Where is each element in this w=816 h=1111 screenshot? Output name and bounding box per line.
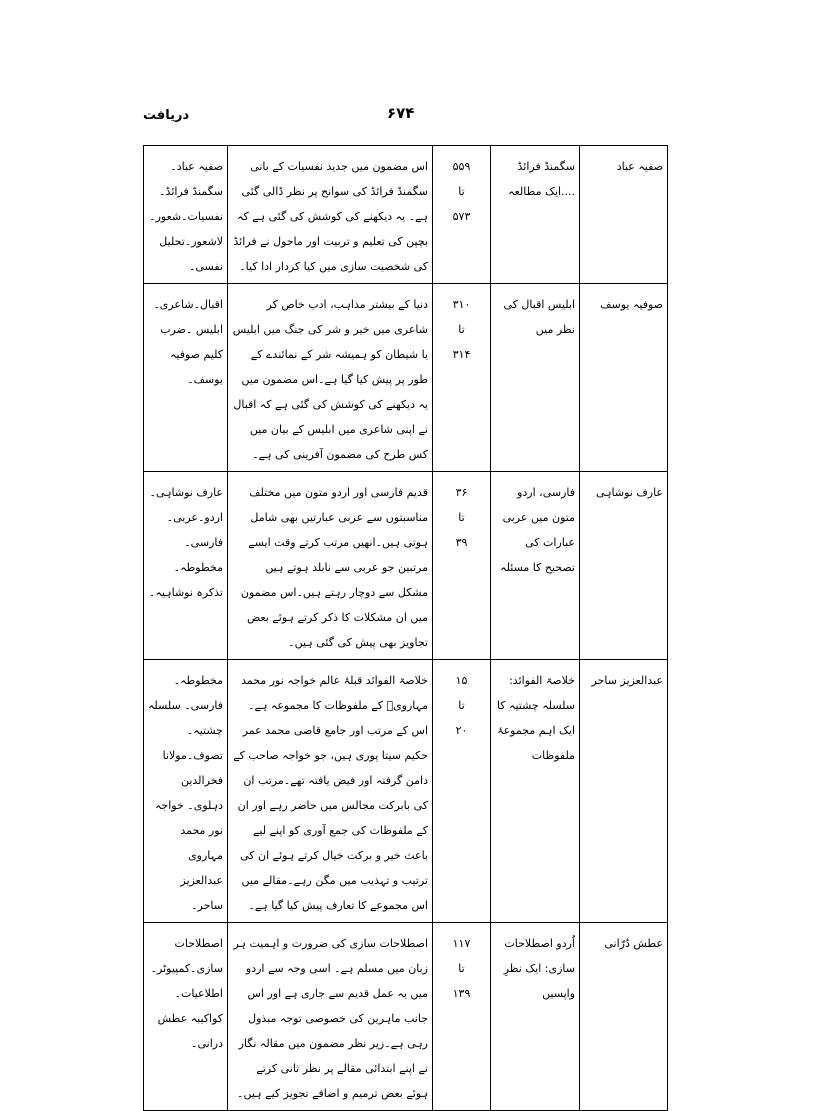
page-from: ۵۵۹	[452, 160, 471, 173]
table-row	[144, 472, 668, 660]
author-cell: صوفیہ یوسف	[580, 284, 668, 472]
title-cell: خلاصۃ الفوائد: سلسلہ چشتیہ کا ایک اہم مجموعۂ ملفوظات	[491, 660, 580, 923]
pages-cell	[433, 284, 491, 472]
author-cell: عطش دُرّانی	[580, 923, 668, 1111]
page-to: ۱۳۹	[452, 987, 471, 1000]
table-row	[144, 660, 668, 923]
page-to: ۵۷۳	[452, 210, 471, 223]
page-to-word: تا	[458, 185, 465, 198]
table-row	[144, 284, 668, 472]
keywords-cell: مخطوطہ۔فارسی۔ سلسلہ چشتیہ۔ تصوف۔مولانا فخرالدین دہلوی۔ خواجہ نور محمد مہاروی عبدالعزیز ساحر۔	[144, 660, 228, 923]
pages-cell	[433, 146, 491, 284]
page-from: ۱۵	[455, 674, 468, 687]
author-cell: عبدالعزیز ساحر	[580, 660, 668, 923]
page-to-word: تا	[458, 962, 465, 975]
title-cell: سگمنڈ فرائڈ ....ایک مطالعہ	[491, 146, 580, 284]
table-row	[144, 923, 668, 1111]
page-to: ۳۱۴	[452, 348, 471, 361]
author-cell: عارف نوشاہی	[580, 472, 668, 660]
title-cell: اُردو اصطلاحات سازی: ایک نظرِ واپسیں	[491, 923, 580, 1111]
title-cell: ابلیس اقبال کی نظر میں	[491, 284, 580, 472]
summary-cell: دنیا کے بیشتر مذاہب، ادب خاص کر شاعری میں خیر و شر کی جنگ میں ابلیس یا شیطان کو ہمیشہ شر کے نمائندے کے طور پر پیش کیا گیا ہے۔اس مضمون میں یہ دیکھنے کی کوشش کی گئی ہے کہ اقبال نے اپنی شاعری میں ابلیس کے بیان میں کس طرح کی مضمون آفرینی کی ہے۔	[228, 284, 433, 472]
page-to-word: تا	[458, 323, 465, 336]
index-table	[143, 145, 668, 1111]
page-to-word: تا	[458, 511, 465, 524]
page-to: ۲۰	[455, 724, 468, 737]
author-cell: صفیہ عباد	[580, 146, 668, 284]
page-to: ۳۹	[455, 536, 468, 549]
summary-cell: قدیم فارسی اور اردو متون میں مختلف مناسبتوں سے عربی عبارتیں بھی شامل ہوتی ہیں۔انھیں مرتب کرتے وقت ایسے مرتبین جو عربی سے نابلد ہوتے ہیں مشکل سے دوچار رہتے ہیں۔اس مضمون میں ان مشکلات کا ذکر کرتے ہوئے بعض تجاویز بھی پیش کی گئی ہیں۔	[228, 472, 433, 660]
summary-cell: خلاصۃ الفوائد قبلۂ عالم خواجہ نور محمد مہارویؒ کے ملفوظات کا مجموعہ ہے۔اس کے مرتب اور جامع قاضی محمد عمر حکیم سیتا پوری ہیں، جو خواجہ صاحب کے دامن گرفتہ اور فیض یافتہ تھے۔مرتب ان کی بابرکت مجالس میں حاضر رہے اور ان کے ملفوظات کی جمع آوری کو اپنے لیے باعث خیر و برکت خیال کرتے ہوئے ان کی ترتیب و تہذیب میں مگن رہے۔مقالے میں اس مجموعے کا تعارف پیش کیا گیا ہے۔	[228, 660, 433, 923]
table-row	[144, 146, 668, 284]
keywords-cell: صفیہ عباد۔ سگمنڈ فرائڈ۔ نفسیات۔شعور۔ لاشعور۔تحلیل نفسی۔	[144, 146, 228, 284]
page-number: ۶۷۴	[387, 104, 415, 122]
keywords-cell: اقبال۔شاعری۔ ابلیس ۔ضرب کلیم صوفیہ یوسف۔	[144, 284, 228, 472]
pages-cell	[433, 472, 491, 660]
keywords-cell: اصطلاحات سازی۔کمپیوٹر۔ اطلاعیات۔ کواکیبہ عطش درانی۔	[144, 923, 228, 1111]
section-title: دریافت	[143, 108, 190, 123]
page-from: ۳۱۰	[452, 298, 471, 311]
title-cell: فارسی، اردو متون میں عربی عبارات کی تصحیح کا مسئلہ	[491, 472, 580, 660]
pages-cell	[433, 660, 491, 923]
page-from: ۳۶	[455, 486, 468, 499]
summary-cell: اس مضمون میں جدید نفسیات کے بانی سگمنڈ فرائڈ کی سوانح پر نظر ڈالی گئی ہے۔ یہ دیکھنے کی کوشش کی گئی ہے کہ بچپن کی تعلیم و تربیت اور ماحول نے فرائڈ کی شخصیت سازی میں کیا کردار ادا کیا۔	[228, 146, 433, 284]
page-header	[143, 102, 668, 130]
page-to-word: تا	[458, 699, 465, 712]
keywords-cell: عارف نوشاہی۔ اردو۔عربی۔ فارسی۔مخطوطہ۔ تذکرہ نوشاہیہ۔	[144, 472, 228, 660]
summary-cell: اصطلاحات سازی کی ضرورت و اہمیت ہر زبان میں مسلم ہے۔ اسی وجہ سے اردو میں یہ عمل قدیم سے جاری ہے اور اس جانب ماہرین کی خصوصی توجہ مبذول رہی ہے۔زیر نظر مضمون میں مقالہ نگار نے اپنے ابتدائی مقالے پر نظر ثانی کرتے ہوئے بعض ترمیم و اضافے تجویز کیے ہیں۔	[228, 923, 433, 1111]
pages-cell	[433, 923, 491, 1111]
page-from: ۱۱۷	[452, 937, 471, 950]
